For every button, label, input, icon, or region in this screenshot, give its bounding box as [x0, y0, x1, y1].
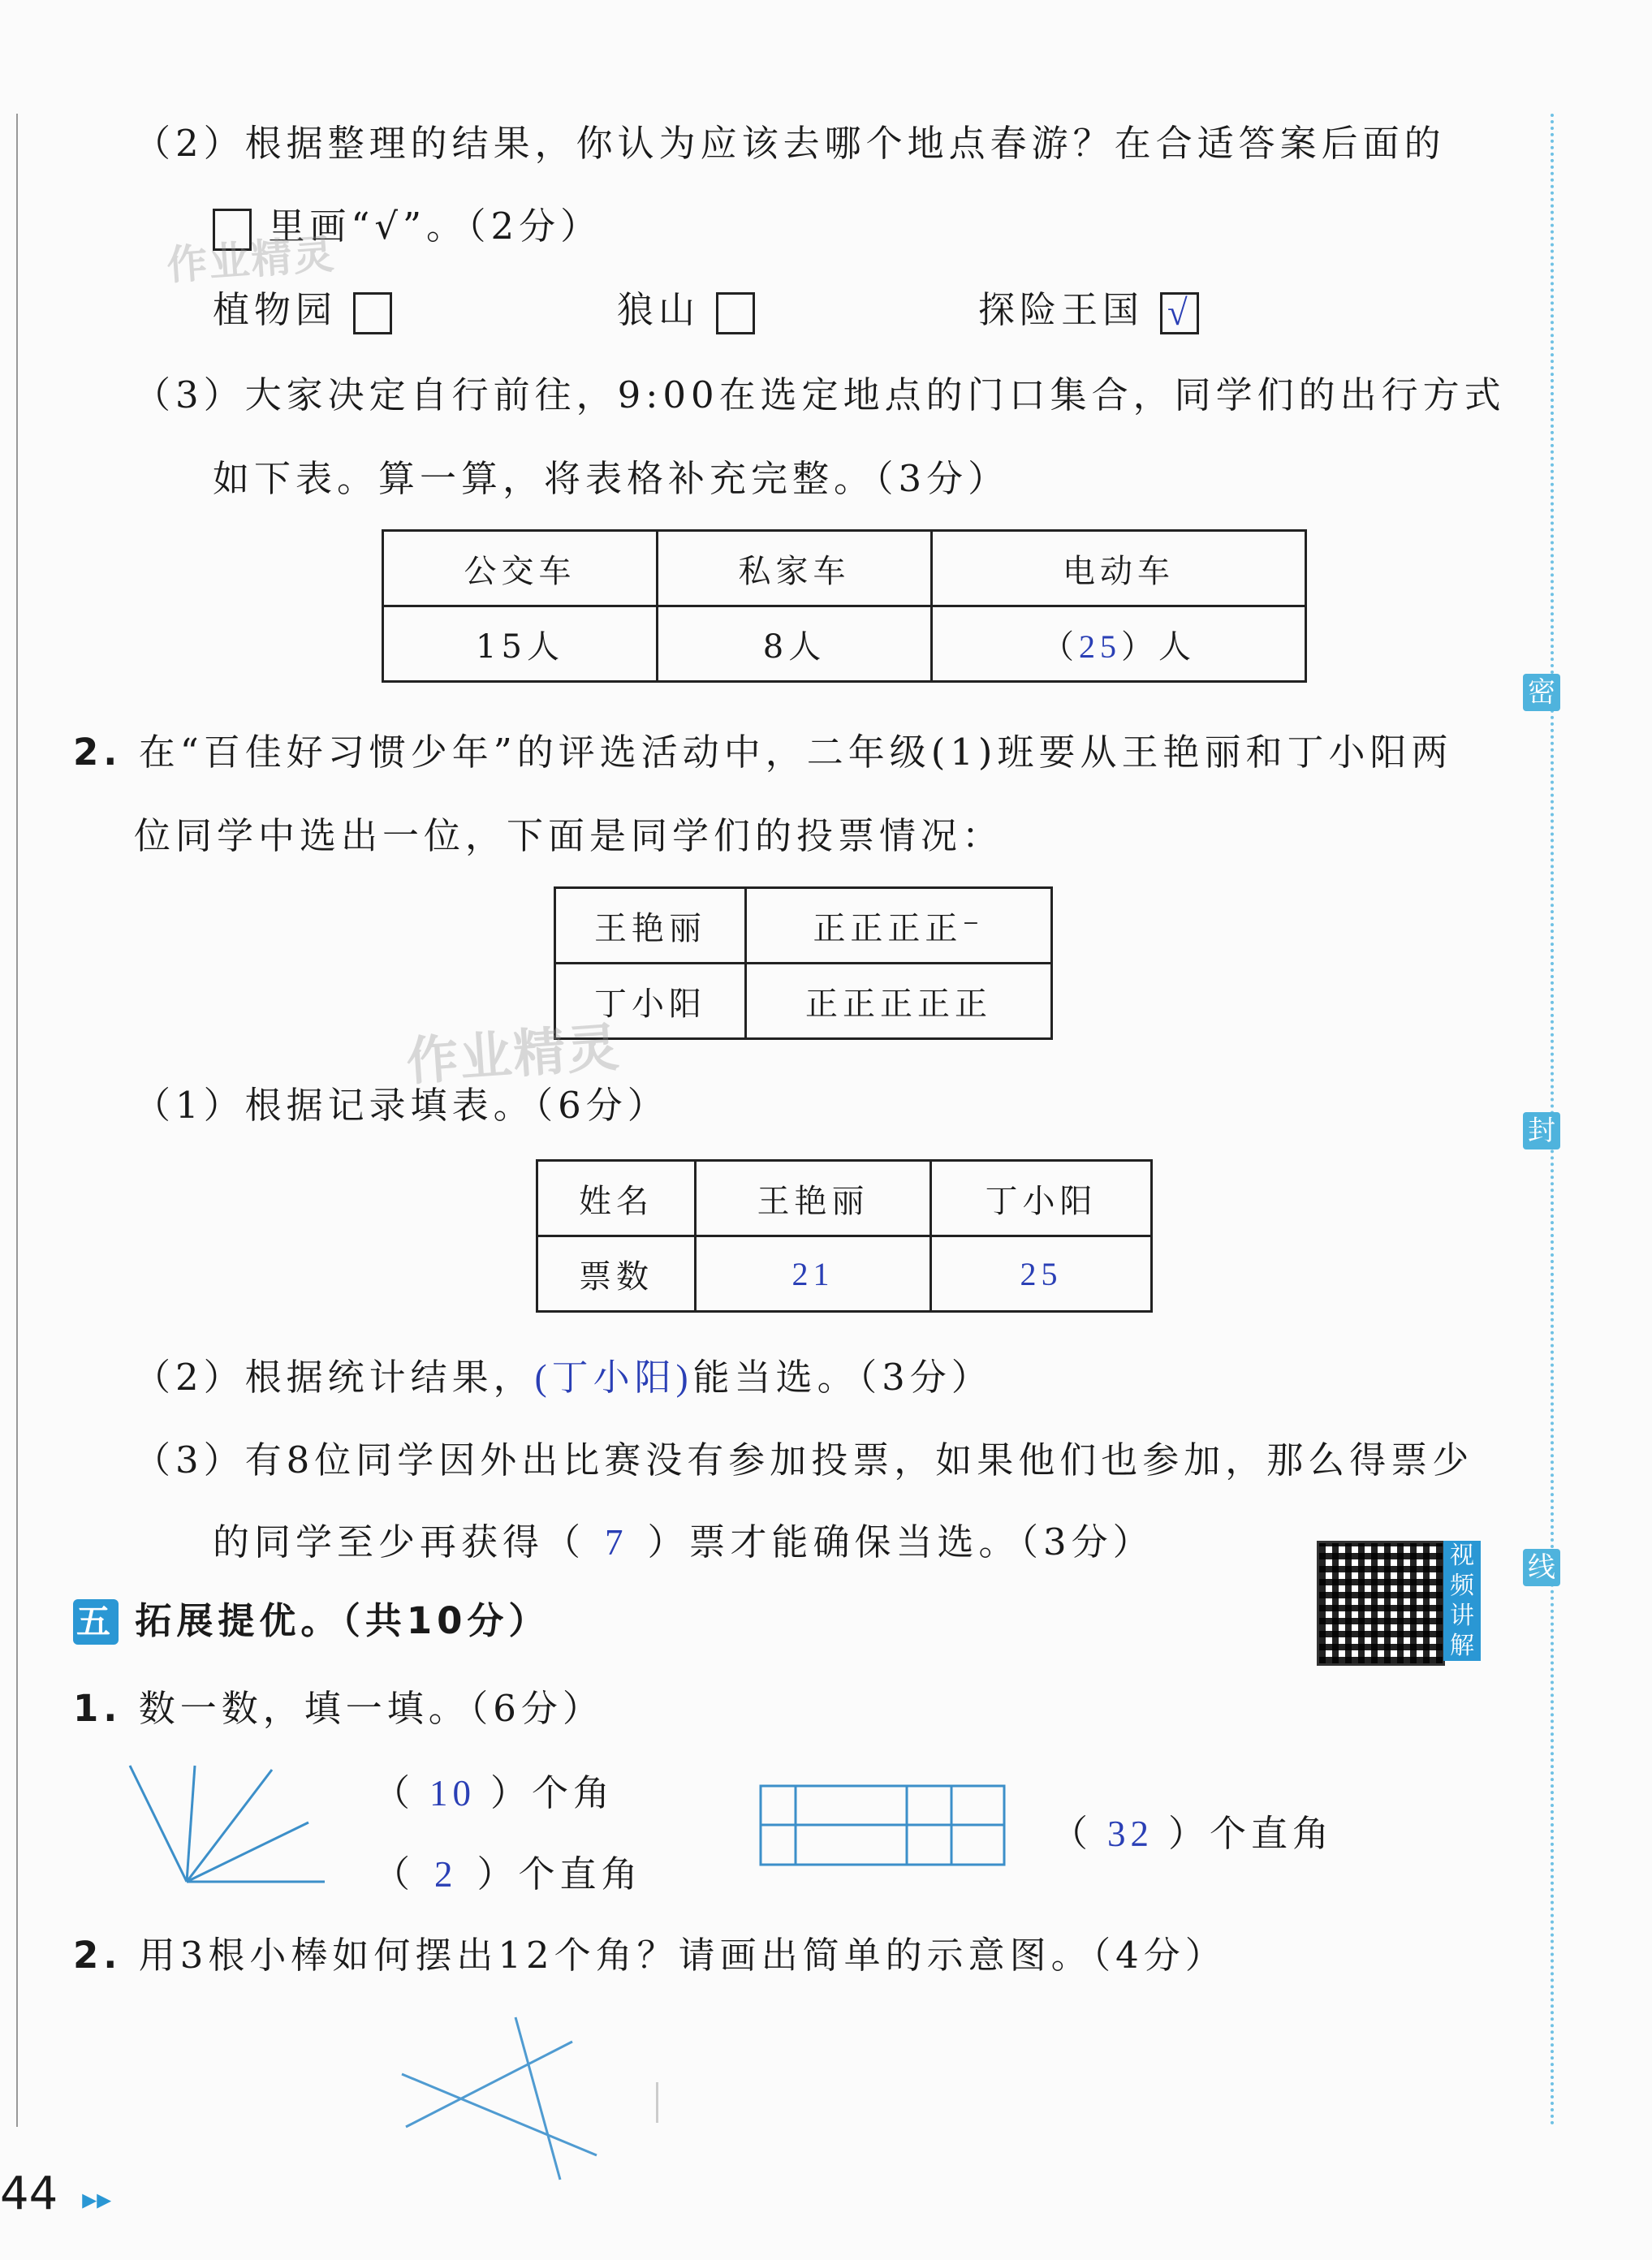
header-bus: 公交车 — [383, 531, 658, 606]
tally-name-1: 王艳丽 — [555, 888, 746, 964]
vote-count-table — [536, 1159, 1153, 1313]
q2-line2: 位同学中选出一位，下面是同学们的投票情况： — [134, 814, 1004, 857]
option-zhiwuyuan[interactable] — [213, 280, 392, 334]
tally-table — [554, 886, 1053, 1040]
tally-name-2: 丁小阳 — [555, 964, 746, 1039]
ray — [130, 1766, 187, 1882]
q2-part3-line1: （3）有8位同学因外出比赛没有参加投票，如果他们也参加，那么得票少 — [134, 1438, 1474, 1482]
q2-part2-answer: (丁小阳) — [534, 1357, 693, 1398]
value-ebike: （25）人 — [932, 606, 1306, 682]
stray-mark — [656, 2082, 658, 2123]
header-car: 私家车 — [658, 531, 932, 606]
side-tag-feng: 封 — [1523, 1112, 1560, 1149]
s5-q1-right-angles: （ 2 ）个直角 — [373, 1852, 643, 1896]
q2-part3-answer: 7 — [605, 1522, 628, 1563]
ray — [187, 1770, 272, 1882]
fan-angle-figure — [126, 1762, 337, 1891]
count-header-wang: 王艳丽 — [696, 1161, 931, 1236]
q2-line1: 2. 在“百佳好习惯少年”的评选活动中，二年级(1)班要从王艳丽和丁小阳两 — [73, 731, 1453, 774]
option-tanxianwangguo[interactable] — [978, 280, 1199, 334]
count-ding: 25 — [931, 1236, 1152, 1312]
option-checkbox-checked[interactable]: √ — [1160, 292, 1199, 334]
ray — [187, 1766, 195, 1882]
q1-part2-line1: （2）根据整理的结果，你认为应该去哪个地点春游？在合适答案后面的 — [134, 122, 1446, 165]
ray — [187, 1822, 308, 1882]
right-angles-answer: 2 — [434, 1854, 458, 1895]
rectangle-grid-figure — [759, 1784, 1007, 1867]
left-margin-rule — [16, 114, 18, 2127]
option-checkbox[interactable] — [716, 292, 755, 334]
count-header-ding: 丁小阳 — [931, 1161, 1152, 1236]
s5-q1-angles: （ 10 ）个角 — [373, 1771, 615, 1814]
s5-q1-line: 1. 数一数，填一填。（6分） — [73, 1687, 604, 1730]
option-langshan[interactable] — [617, 280, 755, 334]
option-label: 探险王国 — [978, 288, 1145, 331]
stick-3 — [515, 2017, 560, 2180]
section5-badge: 五 — [73, 1599, 119, 1645]
q2-part1: （1）根据记录填表。（6分） — [134, 1084, 669, 1127]
q2-part3-line2: 的同学至少再获得（ 7 ）票才能确保当选。（3分） — [213, 1520, 1154, 1563]
side-tag-xian: 线 — [1523, 1549, 1560, 1586]
watermark-2: 作业精灵 — [404, 1017, 623, 1093]
stick-2 — [406, 2042, 572, 2127]
option-checkbox[interactable] — [353, 292, 392, 334]
angles-answer: 10 — [429, 1773, 477, 1814]
qr-code[interactable] — [1317, 1541, 1445, 1666]
transport-table — [382, 529, 1307, 683]
value-car: 8人 — [658, 606, 932, 682]
value-bus: 15人 — [383, 606, 658, 682]
s5-q1-rect-right-angles: （ 32 ）个直角 — [1051, 1812, 1335, 1855]
q1-part2-line2-text: 里画“√”。（2分） — [268, 205, 602, 248]
qr-label: 视频讲解 — [1443, 1541, 1481, 1661]
count-wang: 21 — [696, 1236, 931, 1312]
q2-part2: （2）根据统计结果，(丁小阳)能当选。（3分） — [134, 1356, 993, 1399]
q1-part3-line2: 如下表。算一算，将表格补充完整。（3分） — [213, 457, 1010, 500]
header-ebike: 电动车 — [932, 531, 1306, 606]
tally-marks-1: 正正正正⁻ — [746, 888, 1052, 964]
option-label: 狼山 — [617, 288, 701, 331]
rect-right-angles-answer: 32 — [1107, 1814, 1154, 1854]
count-row-label: 票数 — [537, 1236, 696, 1312]
tally-marks-2: 正正正正正 — [746, 964, 1052, 1039]
q1-part3-line1: （3）大家决定自行前往，9:00在选定地点的门口集合，同学们的出行方式 — [134, 373, 1506, 416]
page-arrows: ▸▸ — [82, 2183, 112, 2216]
page-number: 44 ▸▸ — [0, 2167, 112, 2220]
section5-header: 五 拓展提优。（共10分） — [73, 1591, 550, 1645]
ebike-answer: 25 — [1079, 628, 1122, 665]
count-header-name: 姓名 — [537, 1161, 696, 1236]
side-tag-mi: 密 — [1523, 674, 1560, 711]
watermark-1: 作业精灵 — [165, 230, 338, 290]
s5-q2-line: 2. 用3根小棒如何摆出12个角？请画出简单的示意图。（4分） — [73, 1934, 1227, 1977]
option-label: 植物园 — [213, 288, 338, 331]
three-sticks-drawing — [398, 2013, 609, 2184]
